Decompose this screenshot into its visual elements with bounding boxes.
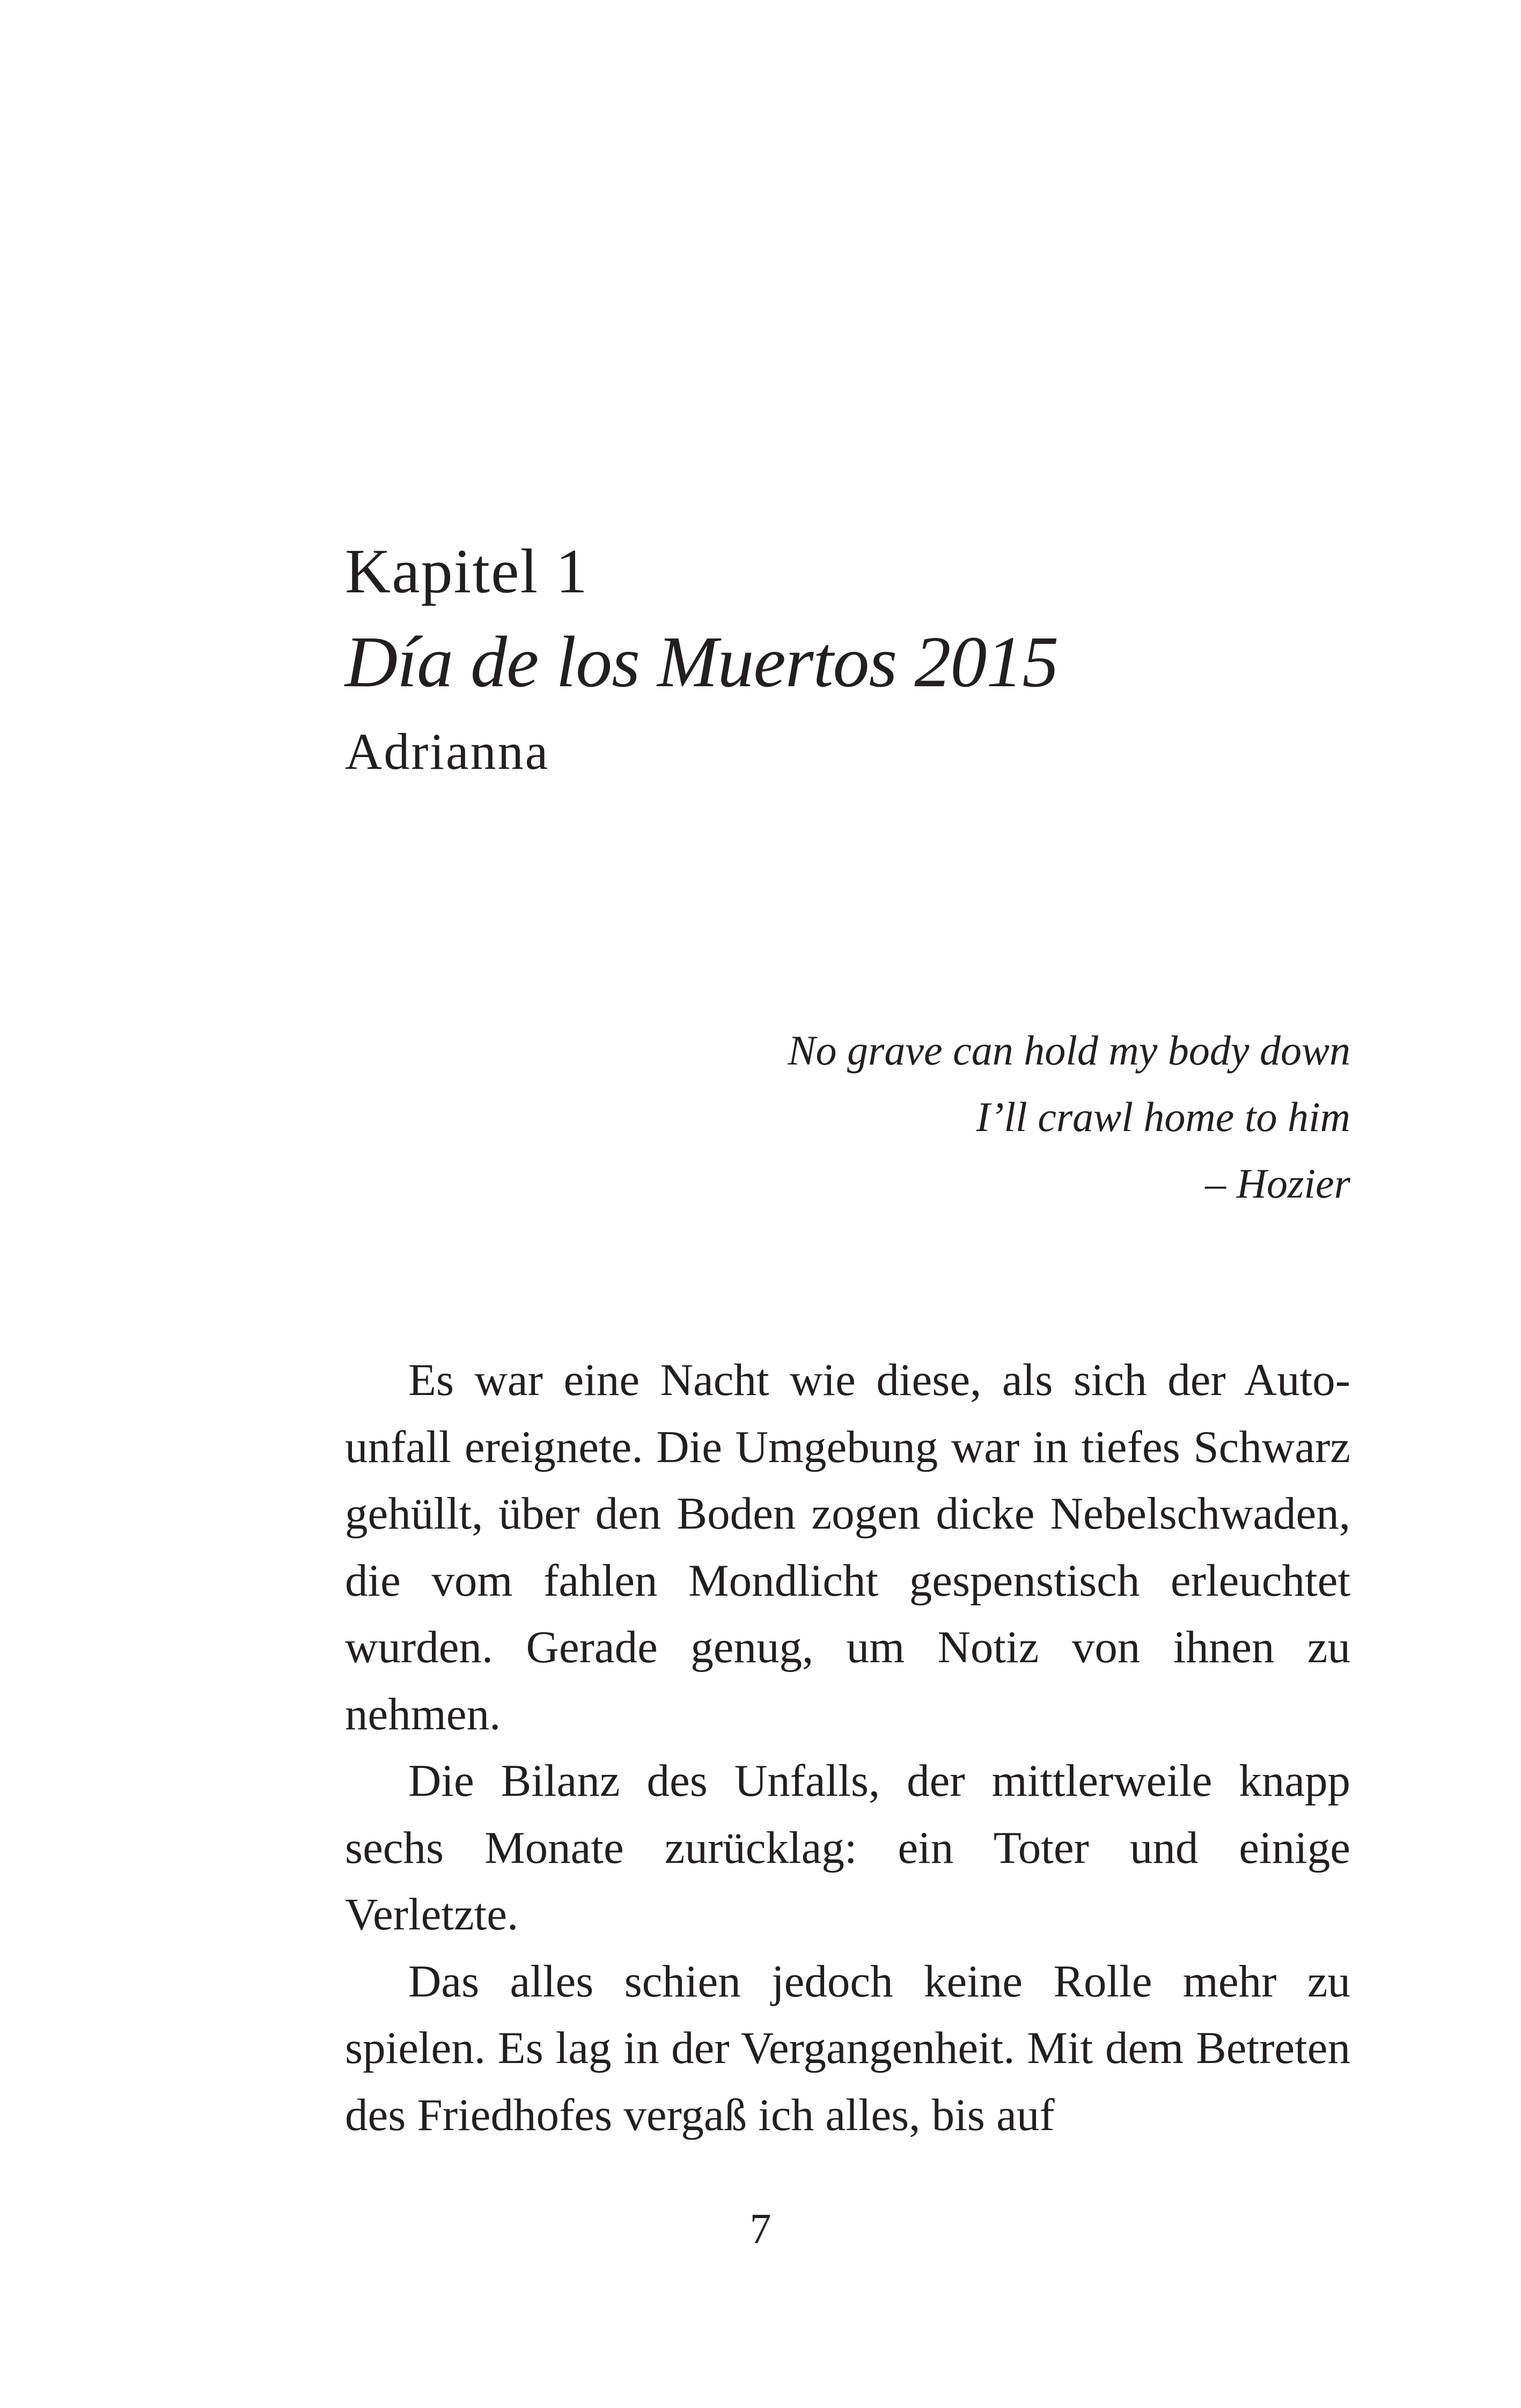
chapter-title: Día de los Muertos 2015 [345, 622, 1059, 702]
body-text [345, 1347, 1350, 2148]
page-number: 7 [750, 2206, 771, 2253]
chapter-heading [345, 531, 1364, 787]
paragraph: Es war eine Nacht wie diese, als sich der Autounfall ereignete. Die Umgebung war in tiefes Schwarz gehüllt, über den Boden zogen dicke Nebelschwaden, die vom fahlen Mondlicht gespenstisch erleuchtet wurden. Gerade genug, um Notiz von ihnen zu nehmen. [345, 1355, 1350, 1739]
paragraph: Die Bilanz des Unfalls, der mittlerweile knapp sechs Monate zurücklag: ein Toter und einige Verletzte. [345, 1756, 1350, 1940]
epigraph-attribution: – Hozier [1205, 1160, 1350, 1207]
paragraph: Das alles schien jedoch keine Rolle mehr zu spielen. Es lag in der Vergangenheit. Mit dem Betreten des Friedhofes vergaß ich alles, bis auf [345, 1956, 1350, 2140]
chapter-number: Kapitel 1 [345, 536, 589, 606]
epigraph-line: I’ll crawl home to him [976, 1093, 1350, 1140]
chapter-narrator: Adrianna [345, 723, 550, 780]
epigraph-line: No grave can hold my body down [788, 1027, 1350, 1074]
epigraph [438, 1017, 1350, 1217]
